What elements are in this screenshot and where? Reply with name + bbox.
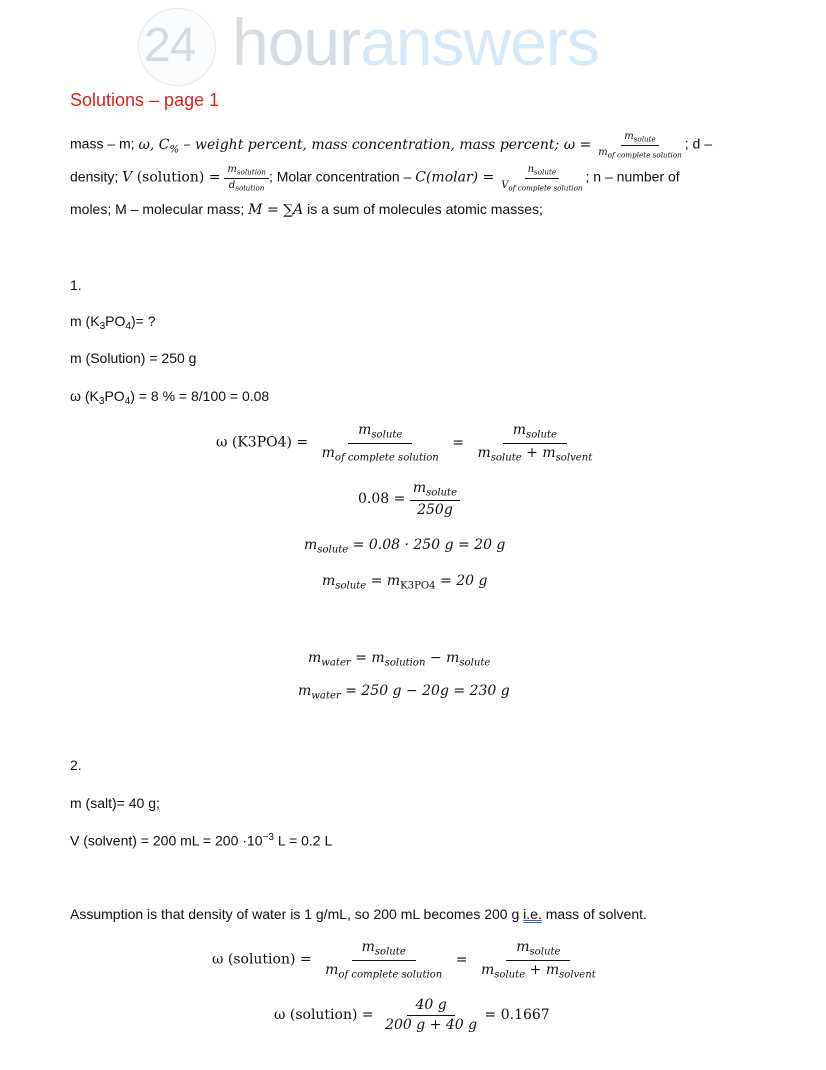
w-text: ω (K (70, 388, 99, 404)
vol-exponent: −3 (262, 832, 274, 843)
page-title: Solutions – page 1 (70, 90, 220, 110)
fraction-numerator (348, 422, 412, 444)
eq-fraction-2 (478, 939, 599, 980)
def-volume-symbol: V (122, 169, 133, 186)
eq-rhs: = 20 g (435, 573, 488, 589)
logo-number: 24 (144, 19, 196, 72)
eq-sub: solution (384, 657, 426, 669)
den-plus-m: + m (525, 961, 560, 978)
eq-sub: water (311, 690, 341, 702)
eq-m: − m (425, 650, 460, 666)
eq-result: = 0.1667 (484, 1007, 550, 1023)
den-sub: of complete solution (338, 969, 443, 981)
definitions-line-3 (70, 201, 543, 218)
vol-text: L = 0.2 L (273, 832, 333, 849)
problem-1-question (70, 313, 156, 332)
eq-m: = m (350, 650, 385, 666)
eq-sub: solute (317, 544, 349, 556)
def-density-start: ; d – (684, 135, 713, 152)
fraction-numerator (410, 480, 460, 501)
eq-sub: K3PO4 (400, 580, 436, 592)
num-m: m (412, 480, 427, 496)
def-density: density; (70, 168, 123, 185)
eq-sub: solute (335, 580, 367, 592)
eq-m: m (308, 650, 322, 666)
def-moles-start: ; n – number of (585, 168, 680, 185)
assume-text: Assumption is that density of water is 1 g/mL, so 200 mL becomes 200 g (70, 906, 524, 922)
num-sub: solute (426, 487, 458, 499)
num-sub: solute (534, 167, 557, 177)
p2-equation-result (274, 997, 550, 1033)
fraction-numerator (503, 422, 567, 444)
eq-equals: = (455, 951, 468, 968)
w-sub: 4 (124, 396, 131, 408)
eq-lhs: 0.08 = (358, 490, 406, 507)
fraction-denominator (595, 146, 685, 160)
fraction-denominator (498, 179, 585, 193)
logo-wordmark (232, 4, 599, 80)
eq-rhs: = 0.08 · 250 g = 20 g (348, 537, 506, 553)
logo-word-answers: answers (360, 5, 599, 79)
q-text: m (K (70, 313, 100, 329)
problem-2-assumption (70, 906, 647, 922)
def-volume-fraction (224, 164, 269, 192)
definitions-line-2 (70, 164, 680, 192)
den-m: m (598, 146, 608, 158)
problem-1-solution-mass: m (Solution) = 250 g (70, 350, 197, 366)
problem-2-solvent-volume (70, 832, 332, 849)
w-text: PO (104, 388, 125, 404)
def-omega-text: ω, C (138, 136, 170, 153)
fraction-numerator: 40 g (407, 997, 454, 1016)
fraction-numerator (352, 939, 416, 961)
fraction-numerator (621, 131, 659, 146)
fraction-numerator (506, 939, 570, 961)
fraction-numerator (525, 164, 560, 179)
def-omega-fraction (595, 131, 685, 159)
eq-sub: water (321, 657, 351, 669)
eq-lhs: ω (solution) = (274, 1007, 374, 1023)
vol-text: V (solvent) = 200 mL = 200 ·10 (70, 832, 263, 849)
den-sub: solute (490, 452, 522, 464)
num-sub: solute (371, 429, 403, 441)
num-sub: solute (526, 429, 557, 441)
p1-equation-0-08 (358, 480, 460, 518)
def-mass: mass – m; (70, 135, 139, 152)
p1-equation-water-formula (308, 650, 490, 669)
eq-m: m (322, 573, 336, 589)
den-d: d (228, 179, 236, 191)
den-sub: of complete solution (607, 150, 682, 160)
def-molecular-mass-formula: M = ∑A (248, 202, 304, 218)
eq-lhs: ω (solution) = (212, 951, 312, 968)
den-sub: solution (235, 183, 265, 193)
fraction-numerator (224, 164, 269, 179)
num-sub: solute (529, 946, 561, 958)
num-n: n (527, 164, 535, 175)
den-plus-m: + m (521, 444, 556, 461)
den-m: m (325, 961, 339, 978)
num-sub: solution (236, 167, 266, 177)
num-m: m (358, 422, 372, 438)
p1-equation-water-calc (298, 683, 510, 702)
den-m: m (480, 961, 495, 978)
eq-rhs: = 250 g − 20g = 230 g (340, 683, 510, 699)
num-m: m (624, 131, 634, 142)
eq-equals: = (452, 434, 464, 451)
den-sub: solvent (559, 969, 596, 981)
fraction-denominator (478, 961, 599, 981)
def-molar-fraction (498, 164, 585, 192)
def-molar-symbol: C(molar) = (415, 169, 495, 186)
def-sum-text: is a sum of molecules atomic masses; (303, 201, 543, 217)
def-volume-text: (solution) = (132, 169, 221, 186)
p1-equation-solute-calc (304, 537, 505, 556)
q-sub: 4 (125, 321, 132, 333)
def-omega (138, 136, 592, 156)
fraction-denominator: 250g (417, 501, 453, 518)
assume-ie: i.e. (523, 906, 542, 922)
problem-1-weight-percent (70, 388, 269, 407)
eq-fraction-1 (322, 939, 445, 980)
w-text: ) = 8 % = 8/100 = 0.08 (130, 388, 270, 404)
def-molar: ; Molar concentration – (268, 168, 416, 185)
fraction-denominator (474, 444, 595, 464)
eq-fraction (382, 997, 480, 1033)
p2-equation-omega (212, 939, 599, 980)
q-sub: 3 (99, 321, 106, 333)
definitions-line-1 (70, 131, 712, 159)
eq-fraction-2 (474, 422, 595, 463)
q-text: )= ? (131, 313, 156, 329)
p1-equation-omega (216, 422, 595, 463)
eq-fraction-1 (319, 422, 442, 463)
eq-m: m (304, 537, 318, 553)
eq-fraction (410, 480, 460, 518)
fraction-denominator (322, 961, 445, 981)
eq-lhs: ω (K3PO4) = (216, 434, 309, 451)
num-m: m (512, 422, 527, 438)
num-m: m (516, 939, 530, 955)
def-moles: moles; M – molecular mass; (70, 201, 249, 217)
num-sub: solute (374, 946, 406, 958)
den-sub: of complete solution (508, 183, 583, 193)
num-m: m (361, 939, 375, 955)
problem-2-number: 2. (70, 757, 82, 773)
den-m: m (477, 444, 491, 461)
def-weight-percent: – weight percent, mass concentration, mass percent; ω = (179, 136, 592, 153)
problem-1-number: 1. (70, 277, 82, 293)
den-sub: solvent (555, 452, 593, 464)
p1-equation-solute-k3po4 (322, 573, 487, 592)
w-sub: 3 (98, 396, 105, 408)
eq-sub: solute (459, 657, 491, 669)
den-v: V (501, 179, 509, 191)
fraction-denominator (226, 179, 268, 193)
eq-m: = m (366, 573, 401, 589)
salt-unit: g; (148, 795, 160, 811)
num-sub: solute (633, 134, 656, 144)
salt-text: m (salt)= 40 (70, 795, 149, 811)
eq-m: m (298, 683, 312, 699)
logo-word-hour: hour (232, 5, 361, 79)
assume-text: mass of solvent. (541, 906, 647, 922)
den-sub: of complete solution (334, 452, 439, 464)
def-omega-sub: % (169, 144, 180, 156)
den-m: m (321, 444, 335, 461)
q-text: PO (105, 313, 126, 329)
den-sub: solute (494, 969, 526, 981)
fraction-denominator: 200 g + 40 g (385, 1017, 478, 1033)
fraction-denominator (319, 444, 442, 464)
problem-2-salt-mass (70, 795, 160, 811)
num-m: m (227, 164, 237, 175)
